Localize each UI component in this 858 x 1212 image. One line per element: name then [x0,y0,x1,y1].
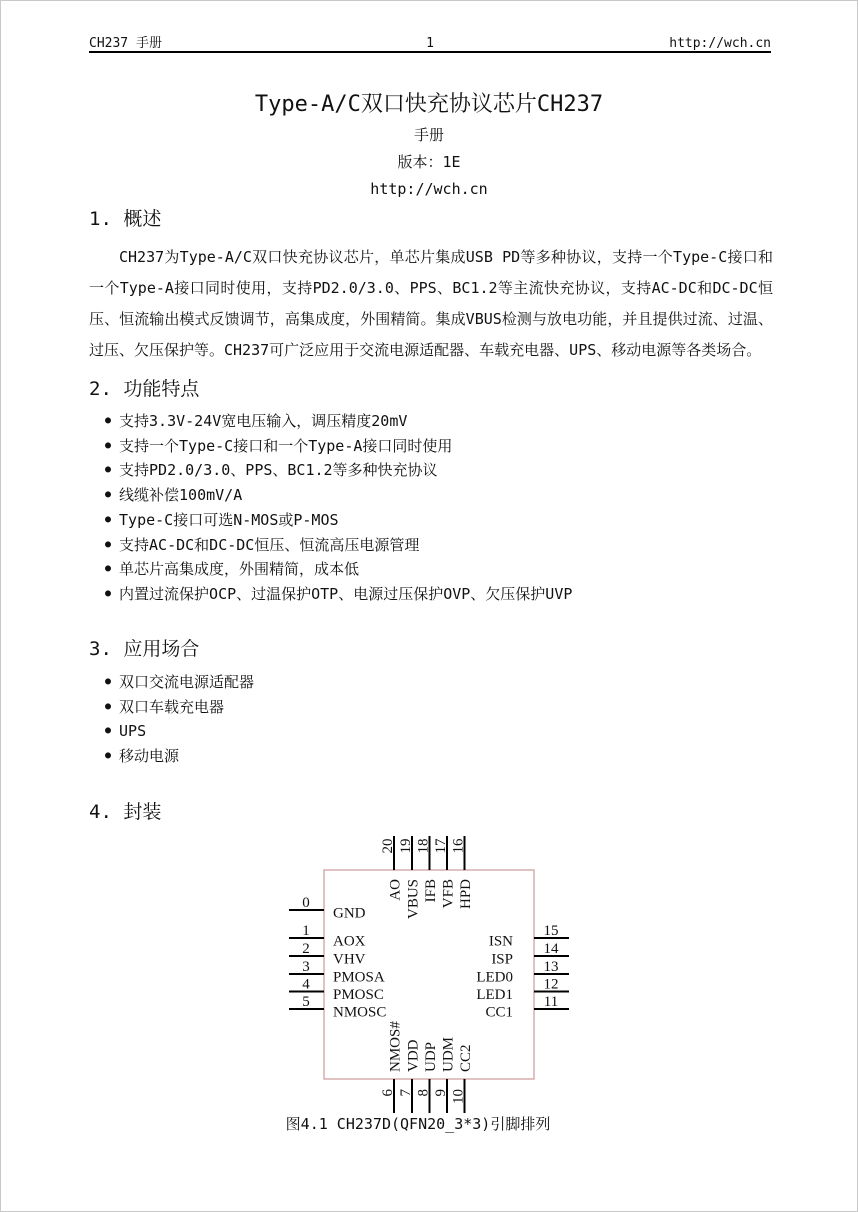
overview-paragraph: CH237为Type-A/C双口快充协议芯片，单芯片集成USB PD等多种协议，支持一个Type-C接口和一个Type-A接口同时使用，支持PD2.0/3.0、PPS、BC1.2等主流快充协议，支持AC-DC和DC-DC恒压、恒流输出模式反馈调节，高集成度，外围精简。集成VBUS检测与放电功能，并且提供过流、过温、过压、欠压保护等。CH237可广泛应用于交流电源适配器、车载充电器、UPS、移动电源等各类场合。 [89,248,773,359]
application-text: 双口交流电源适配器 [119,673,255,691]
bullet-icon: ● [105,415,112,426]
pin-name: IFB [423,879,439,903]
pin-name: VDD [405,1039,422,1072]
features-list [105,409,572,607]
pin-name: VFB [440,879,457,909]
pin-name: CC2 [458,1044,474,1072]
pin-number: 4 [302,976,310,993]
application-text: UPS [119,722,147,741]
pin-number: 10 [450,1089,467,1104]
chip-pinout-diagram [251,829,591,1139]
header-page-number: 1 [426,36,434,51]
doc-title: Type-A/C双口快充协议芯片CH237 [254,92,604,117]
bullet-icon: ● [105,464,112,476]
pin-number: 6 [380,1089,396,1097]
pin-name: AOX [333,933,366,950]
doc-subtitle: 手册 [413,126,444,144]
bullet-icon: ● [105,439,112,451]
feature-item [105,582,572,607]
pin-name: LED0 [476,969,513,986]
bullet-icon: ● [105,725,112,737]
pin-name: PMOSA [333,969,385,986]
pin-number: 1 [302,923,310,939]
heading-features: 2. 功能特点 [89,378,200,400]
pin-number: 16 [450,838,467,854]
pin-number: 7 [398,1089,414,1097]
doc-version: 版本：1E [397,153,461,171]
feature-item [105,533,572,558]
pin-number: 17 [433,838,449,854]
pin-number: 20 [380,838,396,854]
applications-list [105,670,254,769]
feature-text: 支持PD2.0/3.0、PPS、BC1.2等多种快充协议 [119,461,438,480]
bullet-icon: ● [105,676,112,687]
feature-item [105,458,572,483]
pin-number: 13 [543,959,559,975]
feature-text: 支持一个Type-C接口和一个Type-A接口同时使用 [119,436,453,455]
pin-number: 11 [543,994,559,1010]
application-text: 双口车载充电器 [119,697,225,716]
application-item [105,744,254,769]
feature-text: 支持3.3V-24V宽电压输入，调压精度20mV [119,412,408,430]
pin-number: 14 [543,941,559,957]
application-item [105,695,254,720]
header-doc-name: CH237 手册 [89,36,162,51]
heading-package: 4. 封装 [89,801,162,823]
pin-name: UDM [440,1036,457,1072]
figure-caption: 图4.1 CH237D(QFN20_3*3)引脚排列 [285,1115,551,1133]
feature-item [105,409,572,434]
pin-name: NMOSC [333,1004,387,1021]
heading-overview: 1. 概述 [89,208,162,230]
pin-number: 12 [543,976,559,993]
pin-name: UDP [423,1041,439,1072]
pin-number: 18 [415,838,432,854]
pin-name: VBUS [405,879,422,920]
header-website: http://wch.cn [669,36,771,51]
pin-name: VHV [333,951,366,968]
bullet-icon: ● [105,750,112,762]
pin-number: 2 [302,941,310,957]
feature-text: Type-C接口可选N-MOS或P-MOS [119,510,339,529]
pin-name: CC1 [485,1004,513,1021]
pin-name: AO [387,879,404,901]
page-header [89,32,771,51]
pin-name: NMOS# [387,1021,404,1072]
pin-number: 8 [415,1089,432,1097]
feature-text: 支持AC-DC和DC-DC恒压、恒流高压电源管理 [119,535,420,554]
pin-name: GND [333,905,366,922]
feature-text: 单芯片高集成度，外围精简，成本低 [119,560,360,579]
pin-name: LED1 [476,987,513,1003]
feature-item [105,557,572,582]
bullet-icon: ● [105,489,112,501]
pin-number: 0 [302,895,310,911]
feature-item [105,483,572,508]
feature-item [105,508,572,533]
application-item [105,670,254,695]
doc-website: http://wch.cn [370,180,488,198]
feature-item [105,434,572,459]
pin-number: 15 [543,923,559,939]
pin-name: HPD [458,879,474,910]
bullet-icon: ● [105,538,112,550]
pin-name: PMOSC [333,987,384,1003]
bullet-icon: ● [105,563,112,575]
bullet-icon: ● [105,700,112,712]
pin-number: 5 [302,994,310,1010]
feature-text: 线缆补偿100mV/A [119,486,243,505]
application-item [105,719,254,744]
header-rule [89,51,771,53]
pin-number: 19 [398,838,414,854]
doc-meta [1,122,857,203]
heading-applications: 3. 应用场合 [89,638,200,660]
bullet-icon: ● [105,513,112,525]
pin-name: ISN [488,933,513,950]
pin-number: 9 [433,1089,449,1097]
feature-text: 内置过流保护OCP、过温保护OTP、电源过压保护OVP、欠压保护UVP [119,584,573,603]
pin-name: ISP [491,951,513,968]
pin-number: 3 [302,959,310,975]
application-text: 移动电源 [119,747,180,766]
bullet-icon: ● [105,587,112,599]
